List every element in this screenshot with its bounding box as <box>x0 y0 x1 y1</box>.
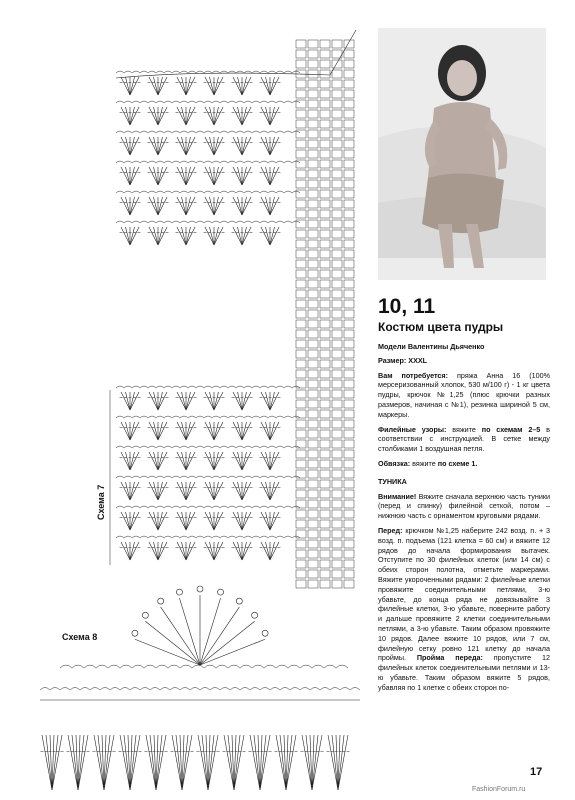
filet-text-b: в соответствии с инструкцией. В сетке между столбиками 1 воздушная петля. <box>378 424 550 454</box>
filet-label: Филейные узоры: <box>378 424 447 434</box>
materials-label: Вам потребуется: <box>378 370 449 380</box>
designer-credit: Модели Валентины Дьяченко <box>378 342 485 351</box>
materials-paragraph <box>378 371 550 420</box>
scheme-8-label: Схема 8 <box>62 632 98 642</box>
edging-bold: по схеме 1. <box>437 458 478 468</box>
model-photo <box>378 28 546 280</box>
armhole-label: Пройма переда: <box>416 653 483 663</box>
materials-text: пряжа Анна 16 (100% мерсеризованный хлопок, 530 м/100 г) - 1 кг цвета пудры, крючок №1,25 (плюс крючки разных размеров, начиная с №1), резинка шириной 5 см, маркеры. <box>378 370 551 419</box>
front-text-2: пропустите 12 филейных клеток соединительными петлями и 13-ю убавьте. Таким образом вяжите 5 рядов, убавляя по 1 клетке с обеих сторон по- <box>378 653 550 692</box>
scheme-7-bottom-fans <box>110 386 300 565</box>
edging-text-a: вяжите <box>410 458 438 468</box>
front-paragraph <box>378 526 550 693</box>
article-title: Костюм цвета пудры <box>378 320 504 334</box>
front-label: Перед: <box>378 525 403 535</box>
edging-label: Обвязка: <box>378 458 411 468</box>
section-title: ТУНИКА <box>378 476 407 486</box>
attention-label: Внимание! <box>378 491 417 501</box>
filet-text-a: вяжите <box>446 424 482 434</box>
front-text-1: крючком №1,25 наберите 242 возд. п. + 3 возд. п. подъема (121 клетка = 60 см) и вяжите 12 рядов до начала формирования вытачек. Отступите по 30 филейных клеток (или 14 см) с обеих сторон полотна, отметьте маркерами. Вяжите укороченными рядами: 2 филейные клетки провяжите соединительными петлями, 3-ю убавьте, до конца ряда не довязывайте 3 филейные клетки, 3-ю убавьте, поверните работу и дальше провяжите 2 клетки соединительными петлями, а 3-ю убавьте. Таким образом провяжите 10 рядов. Далее вяжите 10 рядов, или 7 см, филейную сетку ровно 121 клетку до начала проймы. <box>378 525 550 663</box>
scheme-8-chart <box>40 586 360 790</box>
size-paragraph <box>378 356 550 366</box>
pattern-number: 10, 11 <box>378 295 436 318</box>
edging-paragraph <box>378 459 550 469</box>
scheme-7-filet-grid <box>296 40 354 588</box>
attention-paragraph <box>378 492 550 521</box>
filet-bold: по схемам 2–5 <box>481 424 541 434</box>
size-label: Размер: <box>378 355 407 365</box>
photo-illustration <box>378 28 546 280</box>
watermark: FashionForum.ru <box>472 786 526 793</box>
attention-text: Вяжите сначала верхнюю часть туники (перед и спинку) филейной сеткой, потом – нижнюю часть с орнаментом круговыми рядами. <box>378 491 550 521</box>
page-number: 17 <box>530 766 543 778</box>
size-value: XXXL <box>406 355 428 365</box>
scheme-7-label: Схема 7 <box>96 484 106 520</box>
filet-paragraph <box>378 425 550 454</box>
article-text <box>378 296 550 698</box>
